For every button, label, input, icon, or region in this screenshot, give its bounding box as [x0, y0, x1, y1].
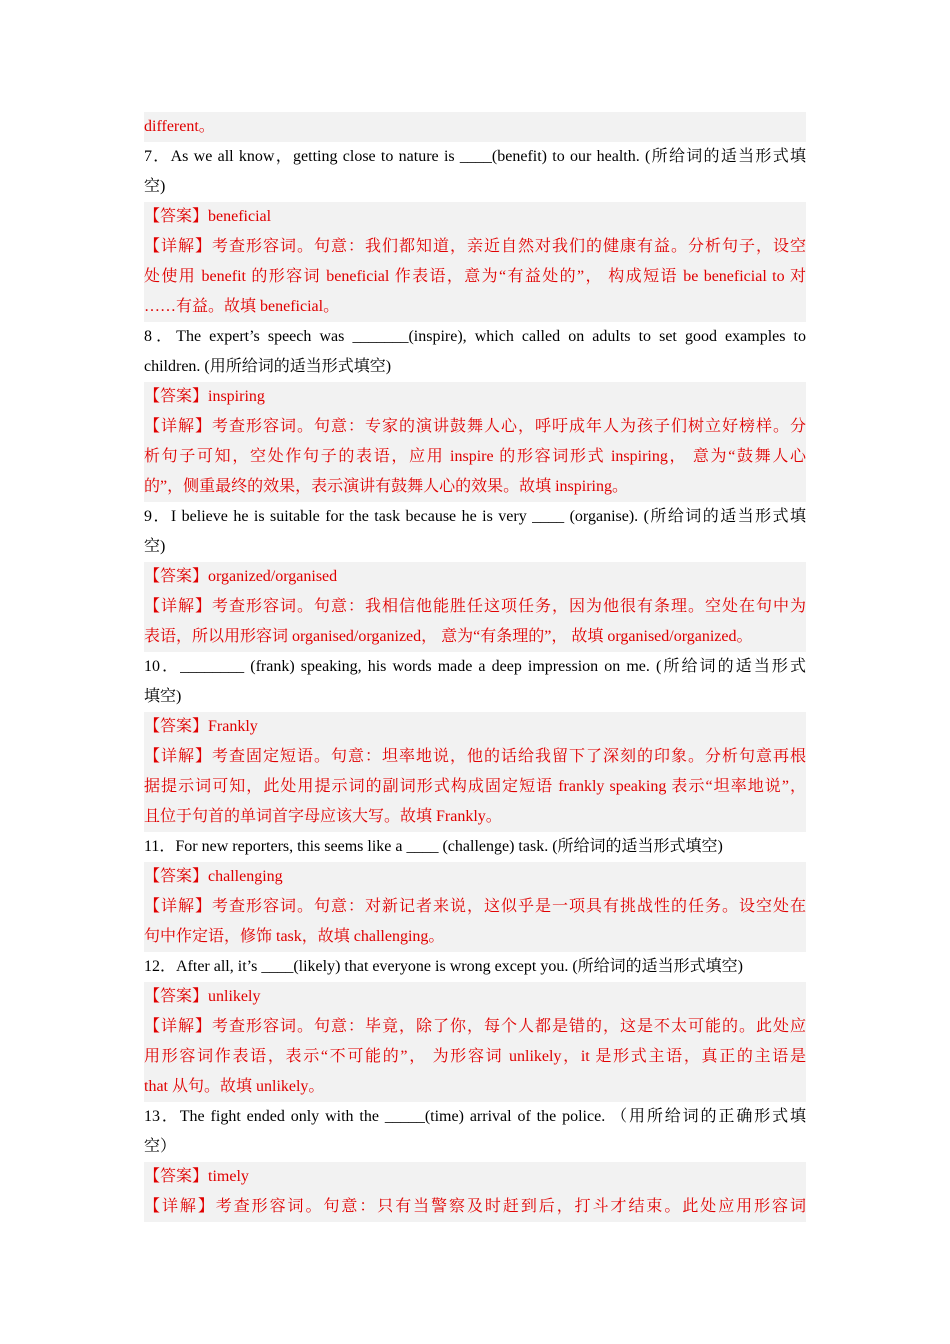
answer-text: 【答案】Frankly: [144, 718, 258, 735]
question-item-10: [144, 652, 806, 832]
question-line: 10．________ (frank) speaking, his words made a deep impression on me. (所给词的适当形式: [144, 658, 806, 675]
detail-line: 【详解】考查形容词。句意：对新记者来说，这似乎是一项具有挑战性的任务。设空处在: [144, 898, 806, 915]
answer-text: 【答案】unlikely: [144, 988, 261, 1005]
detail-line: 【详解】考查形容词。句意：专家的演讲鼓舞人心，呼吁成年人为孩子们树立好榜样。分: [144, 418, 806, 435]
question-item-8: [144, 322, 806, 502]
question-text: [144, 322, 806, 382]
detail-line: 析句子可知，空处作句子的表语，应用 inspire 的形容词形式 inspiring， 意为“鼓舞人心: [144, 448, 806, 465]
detail-line: 句中作定语，修饰 task，故填 challenging。: [144, 928, 445, 945]
detail-line: ……有益。故填 beneficial。: [144, 298, 340, 315]
answer-text: 【答案】challenging: [144, 868, 283, 885]
question-line: 填空): [144, 688, 182, 705]
answer-block: [144, 1162, 806, 1222]
question-text: [144, 142, 806, 202]
answer-block: [144, 712, 806, 832]
question-line: 9．I believe he is suitable for the task because he is very ____ (organise). (所给词的适当形式填: [144, 508, 806, 525]
detail-line: that 从句。故填 unlikely。: [144, 1078, 325, 1095]
detail-line: 且位于句首的单词首字母应该大写。故填 Frankly。: [144, 808, 502, 825]
detail-line: 用形容词作表语，表示“不可能的”， 为形容词 unlikely，it 是形式主语，真正的主语是: [144, 1048, 806, 1065]
question-line: 12．After all, it’s ____(likely) that everyone is wrong except you. (所给词的适当形式填空): [144, 958, 743, 975]
detail-line: 【详解】考查形容词。句意：只有当警察及时赶到后，打斗才结束。此处应用形容词: [144, 1198, 806, 1215]
question-item-13: [144, 1102, 806, 1222]
question-item-12: [144, 952, 806, 1102]
answer-text: 【答案】organized/organised: [144, 568, 338, 585]
detail-line: 【详解】考查形容词。句意：我相信他能胜任这项任务，因为他很有条理。空处在句中为: [144, 598, 806, 615]
question-text: [144, 652, 806, 712]
question-line: 13．The fight ended only with the _____(time) arrival of the police. （用所给词的正确形式填: [144, 1108, 806, 1125]
detail-line: 处使用 benefit 的形容词 beneficial 作表语，意为“有益处的”， 构成短语 be beneficial to 对: [144, 268, 806, 285]
document-page: [144, 112, 806, 1222]
question-text: [144, 502, 806, 562]
answer-block: [144, 382, 806, 502]
question-line: 空): [144, 538, 166, 555]
question-item-7: [144, 142, 806, 322]
answer-block: [144, 862, 806, 952]
question-text: [144, 1102, 806, 1162]
answer-text: 【答案】inspiring: [144, 388, 265, 405]
question-line: 空): [144, 178, 166, 195]
answer-text: 【答案】beneficial: [144, 208, 272, 225]
detail-line: 【详解】考查固定短语。句意：坦率地说，他的话给我留下了深刻的印象。分析句意再根: [144, 748, 806, 765]
answer-block-continuation: [144, 112, 806, 142]
answer-block: [144, 562, 806, 652]
question-line: 11．For new reporters, this seems like a ____ (challenge) task. (所给词的适当形式填空): [144, 838, 723, 855]
detail-line: 据提示词可知，此处用提示词的副词形式构成固定短语 frankly speaking 表示“坦率地说”，: [144, 778, 806, 795]
detail-line: 的”，侧重最终的效果，表示演讲有鼓舞人心的效果。故填 inspiring。: [144, 478, 628, 495]
question-line: 空）: [144, 1138, 177, 1155]
question-item-9: [144, 502, 806, 652]
continuation-text: different。: [144, 118, 215, 135]
answer-block: [144, 202, 806, 322]
answer-text: 【答案】timely: [144, 1168, 249, 1185]
detail-line: 【详解】考查形容词。句意：毕竟，除了你，每个人都是错的，这是不太可能的。此处应: [144, 1018, 806, 1035]
question-text: [144, 952, 806, 982]
question-text: [144, 832, 806, 862]
question-line: 7．As we all know，getting close to nature is ____(benefit) to our health. (所给词的适当形式填: [144, 148, 806, 165]
detail-line: 【详解】考查形容词。句意：我们都知道，亲近自然对我们的健康有益。分析句子，设空: [144, 238, 806, 255]
question-line: children. (用所给词的适当形式填空): [144, 358, 392, 375]
question-item-11: [144, 832, 806, 952]
answer-block: [144, 982, 806, 1102]
question-line: 8．The expert’s speech was _______(inspire), which called on adults to set good examples to: [144, 328, 806, 345]
detail-line: 表语，所以用形容词 organised/organized， 意为“有条理的”， 故填 organised/organized。: [144, 628, 753, 645]
